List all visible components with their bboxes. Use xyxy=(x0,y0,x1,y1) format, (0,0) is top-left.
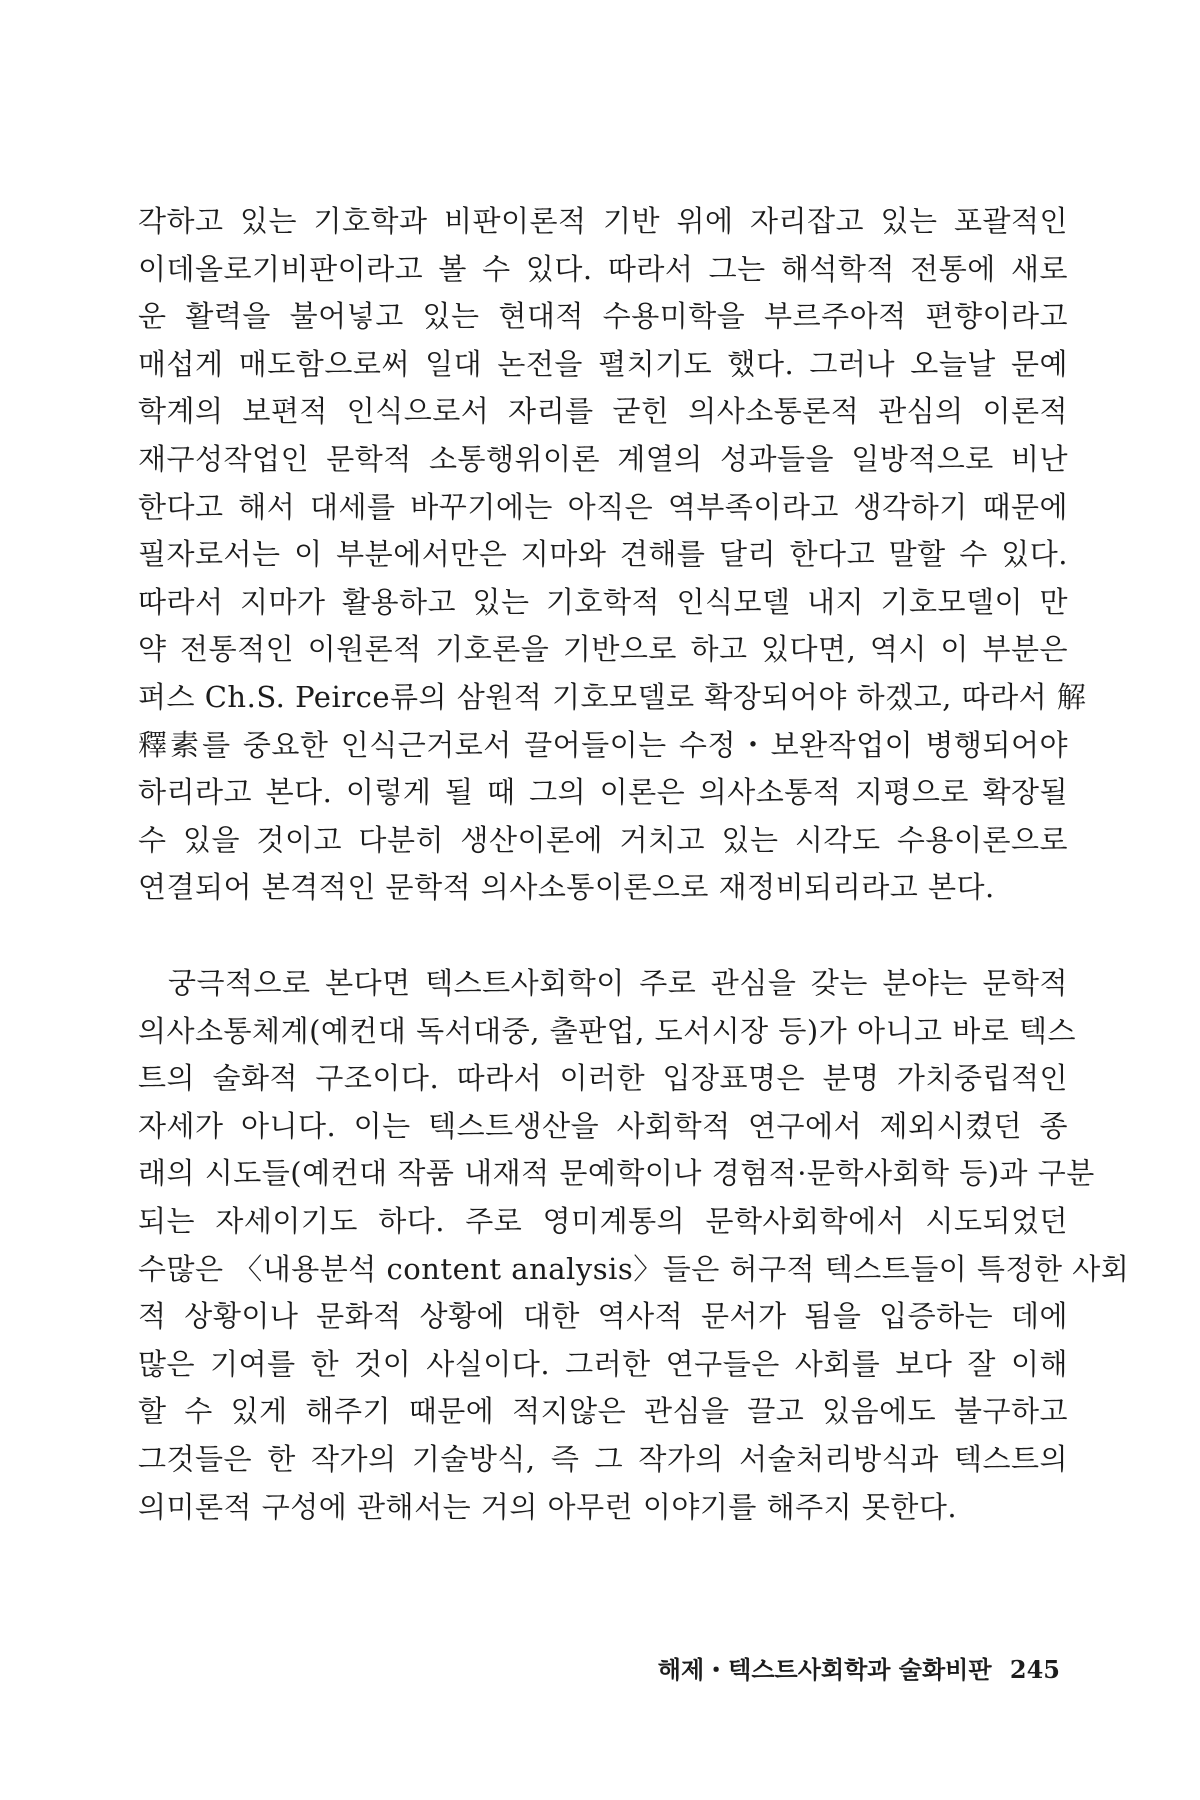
text-line: 한다고 해서 대세를 바꾸기에는 아직은 역부족이라고 생각하기 때문에 xyxy=(138,489,1068,524)
paragraph-1 xyxy=(138,198,1087,912)
text-line: 수 있을 것이고 다분히 생산이론에 거치고 있는 시각도 수용이론으로 xyxy=(138,822,1068,857)
text-line: 의미론적 구성에 관해서는 거의 아무런 이야기를 해주지 못한다. xyxy=(138,1489,958,1524)
text-line: 하리라고 본다. 이렇게 될 때 그의 이론은 의사소통적 지평으로 확장될 xyxy=(138,775,1068,810)
text-line: 할 수 있게 해주기 때문에 적지않은 관심을 끌고 있음에도 불구하고 xyxy=(138,1394,1068,1429)
paragraph-2 xyxy=(138,960,1130,1531)
text-line: 약 전통적인 이원론적 기호론을 기반으로 하고 있다면, 역시 이 부분은 xyxy=(138,632,1068,667)
text-line: 이데올로기비판이라고 볼 수 있다. 따라서 그는 해석학적 전통에 새로 xyxy=(138,251,1068,286)
text-line: 필자로서는 이 부분에서만은 지마와 견해를 달리 한다고 말할 수 있다. xyxy=(138,537,1068,572)
text-line: 되는 자세이기도 하다. 주로 영미계통의 문학사회학에서 시도되었던 xyxy=(138,1203,1068,1238)
text-line: 의사소통체계(예컨대 독서대중, 출판업, 도서시장 등)가 아니고 바로 텍스 xyxy=(138,1013,1076,1048)
text-line: 자세가 아니다. 이는 텍스트생산을 사회학적 연구에서 제외시켰던 종 xyxy=(138,1108,1068,1143)
text-line: 매섭게 매도함으로써 일대 논전을 펼치기도 했다. 그러나 오늘날 문예 xyxy=(138,346,1068,381)
text-line: 트의 술화적 구조이다. 따라서 이러한 입장표명은 분명 가치중립적인 xyxy=(138,1061,1068,1096)
text-line: 적 상황이나 문화적 상황에 대한 역사적 문서가 됨을 입증하는 데에 xyxy=(138,1299,1068,1334)
page-number: 245 xyxy=(1009,1655,1060,1684)
text-line: 운 활력을 불어넣고 있는 현대적 수용미학을 부르주아적 편향이라고 xyxy=(138,299,1068,334)
text-line: 각하고 있는 기호학과 비판이론적 기반 위에 자리잡고 있는 포괄적인 xyxy=(138,204,1068,238)
text-line: 수많은 〈내용분석 content analysis〉들은 허구적 텍스트들이 특정한 사회 xyxy=(138,1251,1130,1286)
text-line: 래의 시도들(예컨대 작품 내재적 문예학이나 경험적·문학사회학 등)과 구분 xyxy=(138,1156,1095,1191)
text-line: 釋素를 중요한 인식근거로서 끌어들이는 수정・보완작업이 병행되어야 xyxy=(138,727,1068,762)
text-line: 따라서 지마가 활용하고 있는 기호학적 인식모델 내지 기호모델이 만 xyxy=(138,584,1068,619)
running-title: 해제・텍스트사회학과 술화비판 xyxy=(657,1656,992,1684)
text-line: 연결되어 본격적인 문학적 의사소통이론으로 재정비되리라고 본다. xyxy=(138,870,995,905)
text-line: 그것들은 한 작가의 기술방식, 즉 그 작가의 서술처리방식과 텍스트의 xyxy=(138,1441,1068,1476)
text-line: 학계의 보편적 인식으로서 자리를 굳힌 의사소통론적 관심의 이론적 xyxy=(138,394,1068,429)
text-line: 재구성작업인 문학적 소통행위이론 계열의 성과들을 일방적으로 비난 xyxy=(138,441,1068,476)
text-line: 많은 기여를 한 것이 사실이다. 그러한 연구들은 사회를 보다 잘 이해 xyxy=(138,1346,1068,1381)
page-footer xyxy=(658,1650,1060,1690)
text-line: 궁극적으로 본다면 텍스트사회학이 주로 관심을 갖는 분야는 문학적 xyxy=(168,966,1068,1000)
text-line: 퍼스 Ch.S. Peirce류의 삼원적 기호모델로 확장되어야 하겠고, 따라서 解 xyxy=(138,679,1087,714)
